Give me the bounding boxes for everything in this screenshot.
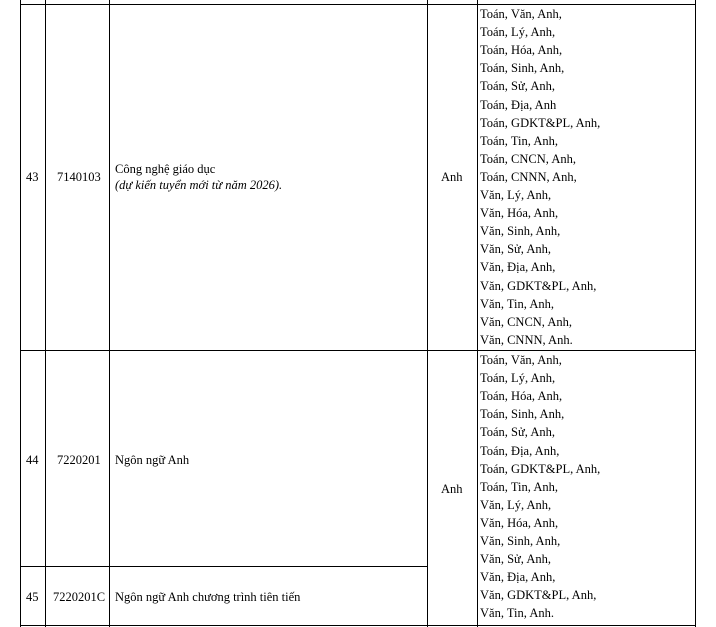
subject-combination-line: Toán, Văn, Anh, (480, 7, 562, 21)
subject-combination-line: Toán, Tin, Anh, (480, 479, 558, 494)
table-row-45-major-name: Ngôn ngữ Anh chương trình tiên tiến (115, 590, 301, 604)
subject-combination-line: Toán, GDKT&PL, Anh, (480, 115, 601, 130)
subject-combination-line: Toán, Lý, Anh, (480, 25, 556, 40)
subject-combination-line: Văn, Tin, Anh. (480, 606, 554, 621)
table-row-44-subject: Anh (441, 482, 463, 496)
subject-combination-line: Toán, Hóa, Anh, (480, 43, 563, 58)
subject-combination-line: Toán, Địa, Anh (480, 97, 557, 112)
row-border (20, 566, 427, 567)
column-border (20, 0, 21, 627)
subject-combination-line: Văn, CNCN, Anh, (480, 314, 573, 329)
subject-combination-line: Văn, Địa, Anh, (480, 260, 556, 275)
row-border (20, 625, 695, 626)
subject-combination-line: Toán, Sinh, Anh, (480, 61, 565, 76)
subject-combination-line: Văn, Hóa, Anh, (480, 206, 559, 221)
column-border (477, 0, 478, 627)
column-border (109, 0, 110, 627)
table-row-43-stt: 43 (26, 170, 39, 184)
subject-combination-line: Toán, Tin, Anh, (480, 133, 558, 148)
table-row-43-code: 7140103 (57, 170, 101, 184)
subject-combination-line: Toán, CNNN, Anh, (480, 169, 577, 184)
subject-combination-line: Toán, Lý, Anh, (480, 371, 556, 386)
subject-combination-line: Toán, Hóa, Anh, (480, 389, 563, 404)
table-row-43-major-name: Công nghệ giáo dục (115, 162, 216, 176)
subject-combination-line: Văn, Hóa, Anh, (480, 515, 559, 530)
table-row-43-major-note: (dự kiến tuyển mới từ năm 2026). (115, 178, 283, 192)
subject-combination-line: Toán, Sử, Anh, (480, 79, 555, 94)
subject-combination-line: Toán, Sinh, Anh, (480, 407, 565, 422)
row-border (20, 4, 695, 5)
column-border (427, 0, 428, 627)
subject-combination-line: Văn, Tin, Anh, (480, 296, 554, 311)
table-row-44-major-name: Ngôn ngữ Anh (115, 453, 190, 467)
table-row-44-stt: 44 (26, 453, 39, 467)
row-border (20, 350, 695, 351)
subject-combination-line: Văn, Sinh, Anh, (480, 224, 561, 239)
subject-combination-line: Văn, Địa, Anh, (480, 570, 556, 585)
table-row-44-code: 7220201 (57, 453, 101, 467)
subject-combination-line: Văn, Sinh, Anh, (480, 534, 561, 548)
subject-combination-line: Văn, Lý, Anh, (480, 497, 552, 512)
subject-combination-line: Văn, GDKT&PL, Anh, (480, 278, 597, 293)
table-row-43-subject: Anh (441, 170, 463, 184)
table-row-45-stt: 45 (26, 590, 39, 604)
subject-combination-line: Văn, CNNN, Anh. (480, 332, 573, 347)
column-border (45, 0, 46, 627)
column-border (695, 0, 696, 627)
subject-combination-line: Văn, GDKT&PL, Anh, (480, 588, 597, 603)
subject-combination-line: Văn, Lý, Anh, (480, 188, 552, 202)
subject-combination-line: Văn, Sử, Anh, (480, 552, 552, 567)
subject-combination-line: Toán, GDKT&PL, Anh, (480, 461, 601, 476)
subject-combination-line: Toán, Sử, Anh, (480, 425, 555, 440)
subject-combination-line: Văn, Sử, Anh, (480, 242, 552, 257)
subject-combination-line: Toán, CNCN, Anh, (480, 151, 577, 166)
table-row-45-code: 7220201C (53, 590, 106, 604)
subject-combination-line: Toán, Văn, Anh, (480, 353, 562, 367)
subject-combination-line: Toán, Địa, Anh, (480, 443, 560, 458)
